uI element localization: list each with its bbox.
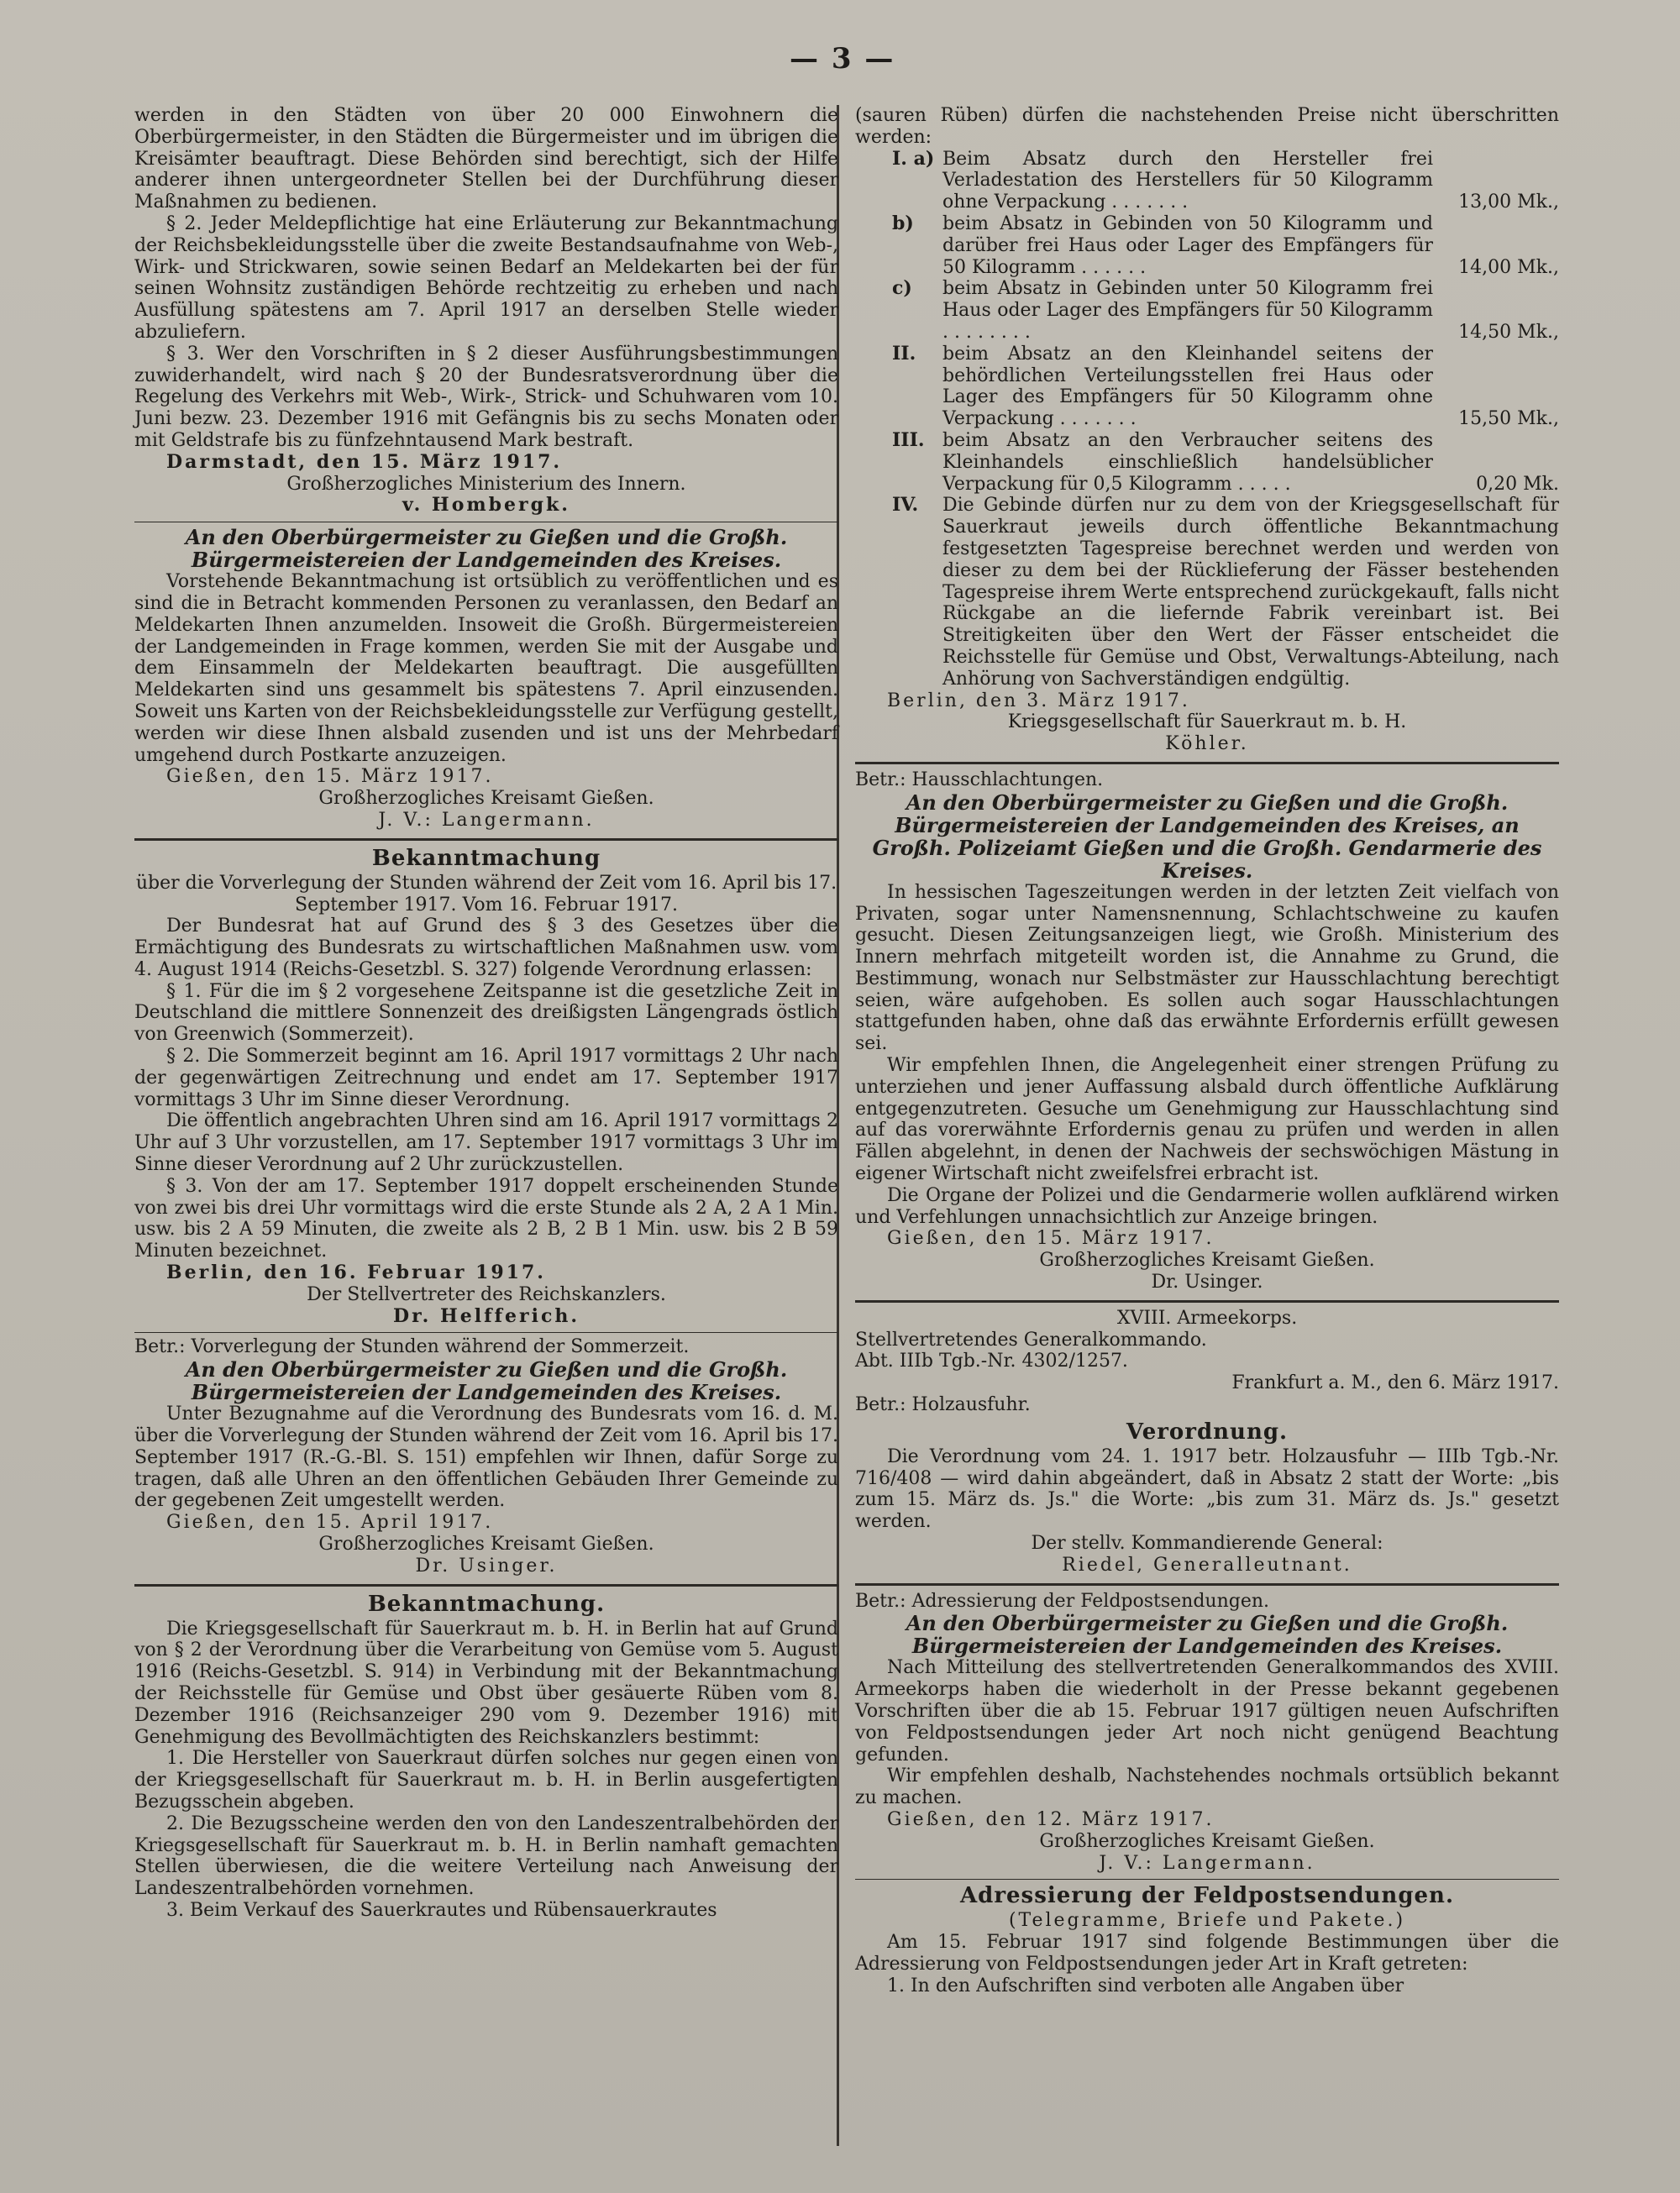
signature: Dr. Usinger.: [1151, 1272, 1263, 1293]
authority: Kriegsgesellschaft für Sauerkraut m. b. H.: [1007, 711, 1407, 733]
dateline: Berlin, den 3. März 1917.: [887, 690, 1190, 711]
divider: [855, 1879, 1559, 1880]
dateline: Gießen, den 12. März 1917.: [887, 1808, 1215, 1830]
body-text: Unter Bezugnahme auf die Verordnung des Bundesrats vom 16. d. M. über die Vorverlegung der Stunden während der Zeit vom 16. April bis 17. September 1917 (R.-G.-Bl. S. 151) empfehlen wir Ihnen, dafür Sorge zu tragen, daß alle Uhren an den öffentlichen Gebäuden Ihrer Gemeinde zu der gegebenen Zeit umgestellt werden.: [134, 1403, 838, 1512]
price-item: [855, 149, 1559, 213]
divider: [855, 1300, 1559, 1303]
signature: v. Hombergk.: [402, 494, 570, 517]
left-column: [134, 105, 838, 1922]
continuation-text: (sauren Rüben) dürfen die nachstehenden Preise nicht überschritten werden:: [855, 105, 1559, 148]
army-corps: XVIII. Armeekorps.: [1116, 1307, 1298, 1329]
price-item: [855, 430, 1559, 495]
item-label: c): [892, 277, 912, 300]
body-text: Am 15. Februar 1917 sind folgende Bestimmungen über die Adressierung von Feldpostsendungen jeder Art in Kraft getreten:: [855, 1932, 1559, 1975]
signature: J. V.: Langermann.: [1099, 1852, 1315, 1874]
dateline: Gießen, den 15. März 1917.: [887, 1228, 1215, 1250]
price-item: [855, 344, 1559, 430]
authority: Großherzogliches Kreisamt Gießen.: [318, 1534, 654, 1556]
dateline: Gießen, den 15. April 1917.: [166, 1512, 494, 1534]
body-text: Nach Mitteilung des stellvertretenden Generalkommandos des XVIII. Armeekorps haben die wiederholt in der Presse bekannt gegebenen Vorschriften über die ab 15. Februar 1917 gültigen neuen Aufschriften von Feldpostsendungen jeder Art noch nicht genügend Beachtung gefunden.: [855, 1657, 1559, 1765]
dateline: Gießen, den 15. März 1917.: [166, 766, 494, 788]
item-label: IV.: [892, 494, 919, 517]
item-price: 0,20 Mk.: [1476, 473, 1559, 495]
body-text: Der Bundesrat hat auf Grund des § 3 des Gesetzes über die Ermächtigung des Bundesrats zu wirtschaftlichen Maßnahmen usw. vom 4. August 1914 (Reichs-Gesetzbl. S. 327) folgende Verordnung erlassen:: [134, 915, 838, 980]
item-text: beim Absatz an den Kleinhandel seitens der behördlichen Verteilungsstellen frei Haus oder Lager des Empfängers für 50 Kilogramm ohne Verpackung . . . . . . .: [942, 343, 1433, 430]
body-text: Die Kriegsgesellschaft für Sauerkraut m. b. H. in Berlin hat auf Grund von § 2 der Verordnung über die Verarbeitung von Gemüse vom 5. August 1916 (Reichs-Gesetzbl. S. 914) in Verbindung mit der Bekanntmachung der Reichsstelle für Gemüse und Obst über gesäuerte Rüben vom 8. Dezember 1916 (Reichsanzeiger 290 vom 9. Dezember 1916) mit Genehmigung des Bevollmächtigten des Reichskanzlers bestimmt:: [134, 1618, 838, 1748]
section-subheading: (Telegramme, Briefe und Pakete.): [1008, 1910, 1406, 1932]
signature: Riedel, Generalleutnant.: [1062, 1554, 1352, 1576]
item-price: 13,00 Mk.,: [1458, 191, 1559, 213]
item-price: 14,50 Mk.,: [1458, 321, 1559, 343]
item-text: Beim Absatz durch den Hersteller frei Verladestation des Herstellers für 50 Kilogramm ohne Verpackung . . . . . . .: [942, 148, 1433, 213]
item-text: beim Absatz an den Verbraucher seitens des Kleinhandels einschließlich handelsüblicher Verpackung für 0,5 Kilogramm . . . . .: [942, 429, 1433, 495]
body-text: 1. Die Hersteller von Sauerkraut dürfen solches nur gegen einen von der Kriegsgesellschaft für Sauerkraut m. b. H. in Berlin ausgefertigten Bezugsschein abgeben.: [134, 1748, 838, 1813]
item-label: I. a): [892, 147, 935, 170]
divider: [855, 762, 1559, 764]
divider: [134, 1332, 838, 1333]
price-item: [855, 495, 1559, 690]
item-label: II.: [892, 342, 916, 365]
dateline: Frankfurt a. M., den 6. März 1917.: [1231, 1372, 1559, 1394]
authority: Großherzogliches Kreisamt Gießen.: [1039, 1830, 1375, 1852]
address-heading: An den Oberbürgermeister zu Gießen und die Großh. Bürgermeistereien der Landgemeinden des Kreises.: [185, 1357, 788, 1405]
signature: Dr. Usinger.: [415, 1555, 558, 1577]
section-heading: Bekanntmachung: [371, 845, 601, 871]
item-price: 15,50 Mk.,: [1458, 408, 1559, 430]
betreff: Betr.: Holzausfuhr.: [855, 1394, 1031, 1416]
dateline: Darmstadt, den 15. März 1917.: [166, 450, 563, 473]
body-text: 2. Die Bezugsscheine werden den von den Landeszentralbehörden der Kriegsgesellschaft für Sauerkraut m. b. H. in Berlin namhaft gemachten Stellen überwiesen, die die weitere Verteilung nach Anweisung der Landeszentralbehörden vornehmen.: [134, 1813, 838, 1900]
authority: Großherzogliches Kreisamt Gießen.: [1039, 1250, 1375, 1272]
divider: [134, 838, 838, 841]
body-text: Die Organe der Polizei und die Gendarmerie wollen aufklärend wirken und Verfehlungen unnachsichtlich zur Anzeige bringen.: [855, 1184, 1559, 1228]
divider: [134, 1584, 838, 1587]
paragraph-2: § 2. Jeder Meldepflichtige hat eine Erläuterung zur Bekanntmachung der Reichsbekleidungsstelle über die zweite Bestandsaufnahme von Web-, Wirk- und Strickwaren, sowie seinen Bedarf an Meldekarten bei der für seinen Wohnsitz zuständigen Behörde rechtzeitig zu erheben und nach Ausfüllung spätestens am 7. April 1917 an derselben Stelle wieder abzuliefern.: [134, 212, 838, 343]
betreff: Betr.: Vorverlegung der Stunden während der Sommerzeit.: [134, 1336, 690, 1358]
section-heading: Bekanntmachung.: [367, 1591, 606, 1617]
body-text: In hessischen Tageszeitungen werden in der letzten Zeit vielfach von Privaten, sogar unter Namensnennung, Schlachtschweine zu kaufen gesucht. Diesen Zeitungsanzeigen liegt, wie Großh. Ministerium des Innern mehrfach mitgeteilt worden ist, die Annahme zu Grund, die Bestimmung, wonach nur Selbstmäster zur Hausschlachtung berechtigt seien, wäre aufgehoben. Es sollen auch sogar Hausschlachtungen stattgefunden haben, ohne daß das erwähnte Erfordernis erfüllt gewesen sei.: [855, 881, 1559, 1055]
body-text: § 2. Die Sommerzeit beginnt am 16. April 1917 vormittags 2 Uhr nach der gegenwärtigen Zeitrechnung und endet am 17. September 1917 vormittags 3 Uhr im Sinne dieser Verordnung.: [134, 1046, 838, 1110]
body-text: Die Verordnung vom 24. 1. 1917 betr. Holzausfuhr — IIIb Tgb.-Nr. 716/408 — wird dahin abgeändert, daß in Absatz 2 statt der Worte: „bis zum 15. März ds. Js." die Worte: „bis zum 31. März ds. Js." gesetzt werden.: [855, 1445, 1559, 1533]
authority: Großherzogliches Kreisamt Gießen.: [318, 788, 654, 810]
section-subheading: über die Vorverlegung der Stunden während der Zeit vom 16. April bis 17. September 1917. Vom 16. Februar 1917.: [135, 872, 837, 915]
item-label: b): [892, 212, 914, 234]
page-number: — 3 —: [790, 42, 895, 76]
intro-paragraph: werden in den Städten von über 20 000 Einwohnern die Oberbürgermeister, in den Städten die Bürgermeister und im übrigen die Kreisämter beauftragt. Diese Behörden sind berechtigt, sich der Hilfe anderer ihnen untergeordneter Stellen bei der Durchführung dieser Maßnahmen zu bedienen.: [134, 105, 838, 213]
paragraph-3: § 3. Wer den Vorschriften in § 2 dieser Ausführungsbestimmungen zuwiderhandelt, wird nach § 20 der Bundesratsverordnung über die Regelung des Verkehrs mit Web-, Wirk-, Strick- und Schuhwaren vom 10. Juni bezw. 23. Dezember 1916 mit Gefängnis bis zu sechs Monaten oder mit Geldstrafe bis zu fünfzehntausend Mark bestraft.: [134, 343, 838, 451]
authority: Der Stellvertreter des Reichskanzlers.: [307, 1283, 666, 1305]
signature: J. V.: Langermann.: [378, 809, 595, 831]
authority: Großherzogliches Ministerium des Innern.: [286, 473, 686, 495]
reference-number: Abt. IIIb Tgb.-Nr. 4302/1257.: [855, 1351, 1128, 1372]
body-text: § 3. Von der am 17. September 1917 doppelt erscheinenden Stunde von zwei bis drei Uhr vormittags wird die erste Stunde als 2 A, 2 A 1 Min. usw. bis 2 A 59 Minuten, die zweite als 2 B, 2 B 1 Min. usw. bis 2 B 59 Minuten bezeichnet.: [134, 1175, 838, 1262]
right-column: [855, 105, 1559, 1997]
betreff: Betr.: Adressierung der Feldpostsendungen.: [855, 1590, 1270, 1612]
dateline: Berlin, den 16. Februar 1917.: [166, 1262, 546, 1284]
item-text: beim Absatz in Gebinden unter 50 Kilogramm frei Haus oder Lager des Empfängers für 50 Kilogramm . . . . . . . .: [942, 278, 1433, 343]
body-text: 1. In den Aufschriften sind verboten alle Angaben über: [887, 1975, 1404, 1996]
body-text: Wir empfehlen deshalb, Nachstehendes nochmals ortsüblich bekannt zu machen.: [855, 1765, 1559, 1809]
price-item: [855, 213, 1559, 278]
body-text: 3. Beim Verkauf des Sauerkrautes und Rübensauerkrautes: [166, 1899, 717, 1921]
price-item: [855, 278, 1559, 343]
general-command: Stellvertretendes Generalkommando.: [855, 1329, 1207, 1351]
divider: [855, 1583, 1559, 1586]
item-text: Die Gebinde dürfen nur zu dem von der Kriegsgesellschaft für Sauerkraut jeweils durch öffentliche Bekanntmachung festgesetzten Tagespreise berechnet werden und werden von dieser zu dem bei der Rücklieferung der Fässer bestehenden Tagespreise ihrem Werte entsprechend zurückgekauft, falls nicht Rückgabe an die liefernde Fabrik vereinbart ist. Bei Streitigkeiten über den Wert der Fässer entscheidet die Reichsstelle für Gemüse und Obst, Verwaltungs-Abteilung, nach Anhörung von Sachverständigen endgültig.: [942, 495, 1559, 690]
item-text: beim Absatz in Gebinden von 50 Kilogramm und darüber frei Haus oder Lager des Empfängers für 50 Kilogramm . . . . . .: [942, 212, 1433, 278]
body-text: Vorstehende Bekanntmachung ist ortsüblich zu veröffentlichen und es sind die in Betracht kommenden Personen zu veranlassen, den Bedarf an Meldekarten Ihnen anzumelden. Insoweit die Großh. Bürgermeistereien der Landgemeinden in Frage kommen, werden Sie mit der Ausgabe und dem Einsammeln der Meldekarten beauftragt. Die ausgefüllten Meldekarten sind uns gesammelt bis spätestens 7. April einzusenden. Soweit uns Karten von der Reichsbekleidungsstelle zur Verfügung gestellt, werden wir diese Ihnen alsbald zusenden und ist uns der Mehrbedarf umgehend durch Postkarte anzuzeigen.: [134, 571, 838, 766]
address-heading: An den Oberbürgermeister zu Gießen und die Großh. Bürgermeistereien der Landgemeinden des Kreises.: [185, 525, 788, 573]
body-text: Wir empfehlen Ihnen, die Angelegenheit einer strengen Prüfung zu unterziehen und jener Auffassung alsbald durch öffentliche Aufklärung entgegenzutreten. Gesuche um Genehmigung zur Hausschlachtung sind auf das vorerwähnte Erfordernis genau zu prüfen und werden in allen Fällen abgelehnt, in denen der Nachweis der sechswöchigen Mästung in eigener Wirtschaft nicht zweifelsfrei erbracht ist.: [855, 1055, 1559, 1185]
section-heading: Verordnung.: [1126, 1419, 1289, 1445]
section-heading: Adressierung der Feldpostsendungen.: [959, 1883, 1455, 1909]
item-label: III.: [892, 428, 925, 451]
item-price: 14,00 Mk.,: [1458, 256, 1559, 278]
address-heading: An den Oberbürgermeister zu Gießen und die Großh. Bürgermeistereien der Landgemeinden des Kreises, an Großh. Polizeiamt Gießen und die Großh. Gendarmerie des Kreises.: [872, 790, 1542, 883]
signature: Köhler.: [1165, 733, 1249, 755]
signature: Dr. Helfferich.: [392, 1304, 580, 1327]
betreff: Betr.: Hausschlachtungen.: [855, 769, 1104, 790]
address-heading: An den Oberbürgermeister zu Gießen und die Großh. Bürgermeistereien der Landgemeinden des Kreises.: [906, 1611, 1509, 1659]
body-text: Die öffentlich angebrachten Uhren sind am 16. April 1917 vormittags 2 Uhr auf 3 Uhr vorzustellen, am 17. September 1917 vormittags 3 Uhr im Sinne dieser Verordnung auf 2 Uhr zurückzustellen.: [134, 1110, 838, 1176]
body-text: § 1. Für die im § 2 vorgesehene Zeitspanne ist die gesetzliche Zeit in Deutschland die mittlere Sonnenzeit des dreißigsten Längengrads östlich von Greenwich (Sommerzeit).: [134, 980, 838, 1046]
authority: Der stellv. Kommandierende General:: [1031, 1533, 1383, 1555]
